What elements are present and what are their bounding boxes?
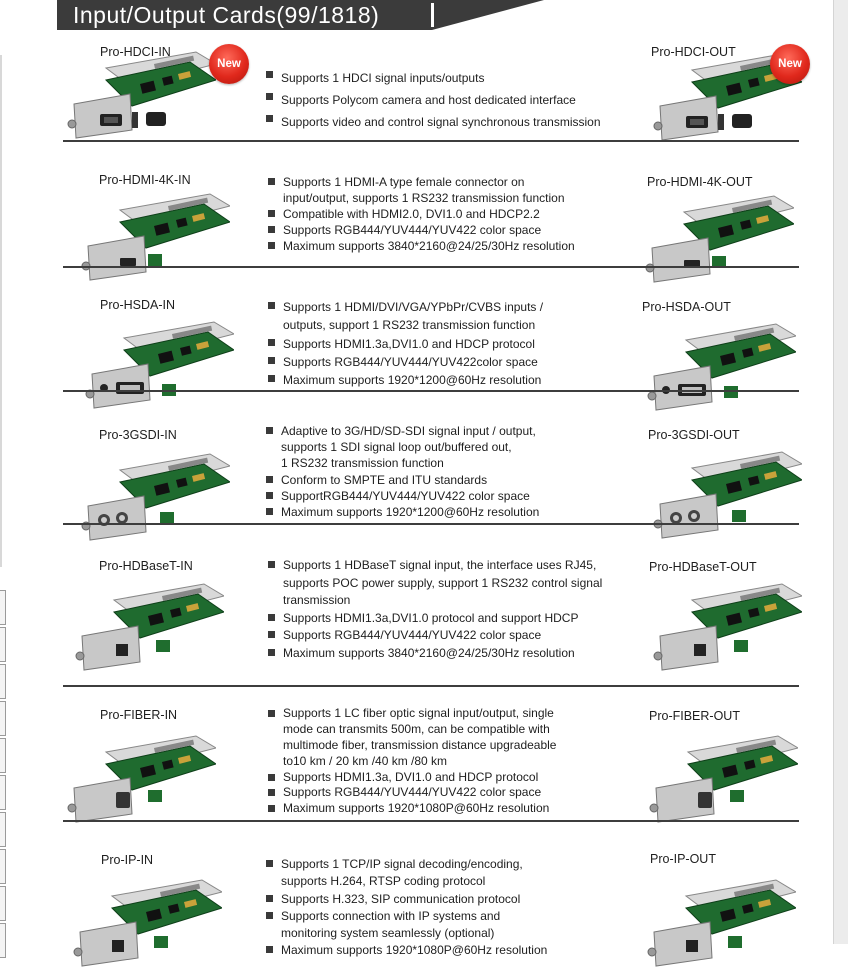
feature-item: Supports 1 HDMI/DVI/VGA/YPbPr/CVBS inputs / [267,298,543,316]
card-in-image [66,734,216,824]
feature-item: Supports HDMI1.3a,DVI1.0 and HDCP protocol [267,335,543,353]
feature-item-continued: 1 RS232 transmission function [281,456,444,471]
feature-item-continued: monitoring system seamlessly (optional) [281,926,495,941]
feature-item: Compatible with HDMI2.0, DVI1.0 and HDCP2.2 [267,206,575,222]
feature-item: Supports video and control signal synchronous transmission [265,111,601,133]
card-illustration [646,878,796,968]
feature-item: Maximum supports 1920*1080P@60Hz resolution [267,801,556,817]
card-in-image [84,320,234,410]
row-divider [63,266,799,268]
card-out-image [644,194,794,284]
card-illustration [652,582,802,672]
card-out-image [646,322,796,412]
card-out-label: Pro-HDMI-4K-OUT [647,175,753,189]
feature-item-continued: supports POC power supply, support 1 RS232 control signal [283,575,603,590]
card-in-label: Pro-IP-IN [101,853,154,867]
card-illustration [74,582,224,672]
left-page-tabs [0,590,6,944]
feature-item: Maximum supports 1920*1080P@60Hz resolution [265,942,547,959]
row-divider [63,390,799,392]
section-header [57,0,547,30]
card-in-image [66,50,216,140]
feature-item-continued: outputs, support 1 RS232 transmission function [283,318,536,333]
card-in-label: Pro-HSDA-IN [100,298,176,312]
card-illustration [72,878,222,968]
card-illustration [80,192,230,282]
card-out-label: Pro-3GSDI-OUT [648,428,740,442]
card-illustration [644,194,794,284]
card-out-image [648,734,798,824]
card-out-label: Pro-HDCI-OUT [651,45,736,59]
left-gutter-line [0,55,2,567]
header-separator [431,3,434,27]
feature-item: Supports RGB444/YUV444/YUV422 color space [267,627,602,645]
scrollbar[interactable] [833,0,848,944]
feature-item-continued: to10 km / 20 km /40 km /80 km [283,753,448,768]
feature-item: Supports RGB444/YUV444/YUV422 color space [267,785,556,801]
feature-item: Supports RGB444/YUV444/YUV422color space [267,353,543,371]
card-illustration [646,322,796,412]
feature-list [267,174,575,254]
card-illustration [66,50,216,140]
feature-list [267,298,543,389]
card-in-image [80,192,230,282]
card-in-image [72,878,222,968]
card-illustration [648,734,798,824]
card-illustration [80,452,230,542]
feature-item: Maximum supports 1920*1200@60Hz resolution [265,504,539,520]
feature-item: Supports 1 HDMI-A type female connector on [267,174,575,190]
card-out-label: Pro-FIBER-OUT [649,709,740,723]
feature-item: SupportRGB444/YUV444/YUV422 color space [265,488,539,504]
card-illustration [84,320,234,410]
card-out-label: Pro-HDBaseT-OUT [649,560,757,574]
card-in-label: Pro-FIBER-IN [100,708,178,722]
feature-list [267,557,602,663]
card-out-label: Pro-HSDA-OUT [642,300,731,314]
new-badge-in: New [209,44,249,84]
feature-item: Maximum supports 3840*2160@24/25/30Hz resolution [267,645,602,663]
feature-list [265,67,601,133]
feature-item: Supports RGB444/YUV444/YUV422 color space [267,222,575,238]
card-in-image [80,452,230,542]
feature-item-continued: transmission [283,593,351,608]
feature-item: Conform to SMPTE and ITU standards [265,472,539,488]
feature-item: Maximum supports 1920*1200@60Hz resolution [267,371,543,389]
feature-item: Supports Polycom camera and host dedicated interface [265,89,601,111]
feature-item-continued: input/output, supports 1 RS232 transmission function [283,191,565,205]
feature-item: Supports HDMI1.3a, DVI1.0 and HDCP protocol [267,770,556,786]
new-badge-out: New [770,44,810,84]
feature-item-continued: supports 1 SDI signal loop out/buffered out, [281,440,512,455]
feature-list [265,423,539,520]
card-in-label: Pro-3GSDI-IN [99,428,177,442]
card-out-label: Pro-IP-OUT [650,852,716,866]
feature-item: Maximum supports 3840*2160@24/25/30Hz resolution [267,238,575,254]
section-title: Input/Output Cards(99/1818) [73,2,380,28]
card-illustration [652,450,802,540]
card-in-label: Pro-HDMI-4K-IN [99,173,191,187]
feature-list [267,706,556,817]
row-divider [63,523,799,525]
card-in-image [74,582,224,672]
row-divider [63,820,799,822]
feature-item: Supports 1 LC fiber optic signal input/output, single [267,706,556,722]
card-out-image [646,878,796,968]
feature-item: Supports HDMI1.3a,DVI1.0 protocol and support HDCP [267,610,602,628]
row-divider [63,685,799,687]
feature-item: Supports connection with IP systems and [265,908,547,925]
feature-item: Supports H.323, SIP communication protocol [265,891,547,908]
card-out-image [652,450,802,540]
card-illustration [66,734,216,824]
card-in-label: Pro-HDCI-IN [100,45,171,59]
feature-item-continued: multimode fiber, transmission distance upgradeable [283,737,557,752]
row-divider [63,140,799,142]
feature-list [265,856,547,960]
feature-item-continued: supports H.264, RTSP coding protocol [281,874,486,889]
feature-item: Supports 1 HDBaseT signal input, the interface uses RJ45, [267,557,602,575]
feature-item: Supports 1 HDCI signal inputs/outputs [265,67,601,89]
card-out-image [652,582,802,672]
feature-item: Adaptive to 3G/HD/SD-SDI signal input / output, [265,423,539,439]
card-in-label: Pro-HDBaseT-IN [99,559,193,573]
feature-item: Supports 1 TCP/IP signal decoding/encoding, [265,856,547,873]
feature-item-continued: mode can transmits 500m, can be compatible with [283,721,550,736]
